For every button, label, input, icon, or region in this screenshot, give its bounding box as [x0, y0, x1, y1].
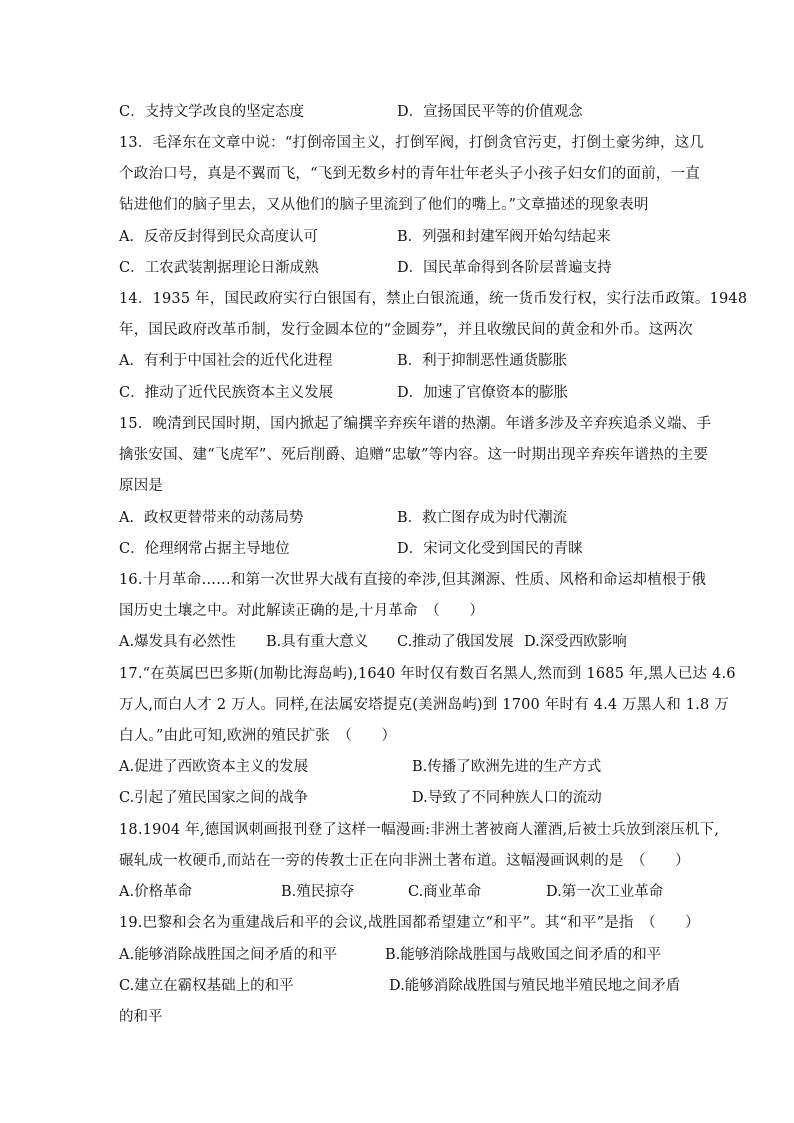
question-18-line-1: 18.1904 年,德国讽刺画报刊登了这样一幅漫画:非洲土著被商人灌酒,后被士兵放到滚压机下,	[119, 822, 720, 838]
option-19-a: A.能够消除战胜国之间矛盾的和平	[119, 947, 338, 963]
option-18-a: A.价格革命	[119, 884, 193, 900]
option-12-c: C．支持文学改良的坚定态度	[119, 104, 305, 120]
question-16-line-2: 国历史土壤之中。对此解读正确的是,十月革命 （ ）	[119, 603, 485, 619]
question-18-line-2: 碾轧成一枚硬币,而站在一旁的传教士正在向非洲土著布道。这幅漫画讽刺的是 （ ）	[119, 853, 690, 869]
question-15-line-3: 原因是	[119, 478, 164, 494]
option-15-d: D．宋词文化受到国民的青睐	[397, 541, 583, 557]
question-16-line-1: 16.十月革命……和第一次世界大战有直接的牵涉,但其渊源、性质、风格和命运却植根于俄	[119, 572, 707, 588]
option-16-a: A.爆发具有必然性	[119, 634, 236, 650]
option-14-c: C．推动了近代民族资本主义发展	[119, 385, 334, 401]
question-19-line-1: 19.巴黎和会名为重建战后和平的会议,战胜国都希望建立“和平”。其“和平”是指 （ ）	[119, 915, 700, 931]
option-12-d: D．宣扬国民平等的价值观念	[397, 104, 583, 120]
option-13-a: A．反帝反封得到民众高度认可	[119, 229, 318, 245]
option-19-c: C.建立在霸权基础上的和平	[119, 978, 294, 994]
option-19-b: B.能够消除战胜国与战败国之间矛盾的和平	[385, 947, 662, 963]
option-15-a: A．政权更替带来的动荡局势	[119, 510, 304, 526]
option-14-a: A．有利于中国社会的近代化进程	[119, 353, 333, 369]
question-17-line-2: 万人,而白人才 2 万人。同样,在法属安塔提克(美洲岛屿)到 1700 年时有 4.4 万黑人和 1.8 万	[119, 697, 729, 713]
option-19-d: D.能够消除战胜国与殖民地半殖民地之间矛盾	[389, 978, 681, 994]
option-13-c: C．工农武装割据理论日渐成熟	[119, 260, 319, 276]
option-18-d: D.第一次工业革命	[546, 884, 664, 900]
option-16-d: D.深受西欧影响	[524, 634, 627, 650]
question-14-line-1: 14．1935 年，国民政府实行白银国有，禁止白银流通，统一货币发行权，实行法币政策。1948	[119, 291, 748, 307]
question-13-line-1: 13．毛泽东在文章中说：“打倒帝国主义，打倒军阀，打倒贪官污吏，打倒土豪劣绅，这几	[119, 135, 705, 151]
option-15-b: B．救亡图存成为时代潮流	[397, 510, 568, 526]
option-18-c: C.商业革命	[408, 884, 482, 900]
option-14-b: B．利于抑制恶性通货膨胀	[397, 353, 568, 369]
option-15-c: C．伦理纲常占据主导地位	[119, 541, 290, 557]
question-17-line-1: 17.“在英属巴巴多斯(加勒比海岛屿),1640 年时仅有数百名黑人,然而到 1685 年,黑人已达 4.6	[119, 666, 736, 682]
option-16-b: B.具有重大意义	[266, 634, 369, 650]
option-17-b: B.传播了欧洲先进的生产方式	[412, 759, 602, 775]
option-14-d: D．加速了官僚资本的膨胀	[397, 385, 569, 401]
question-14-line-2: 年，国民政府改革币制，发行金圆本位的“金圆券”，并且收缴民间的黄金和外币。这两次	[119, 322, 693, 338]
question-15-line-1: 15．晚清到民国时期，国内掀起了编撰辛弃疾年谱的热潮。年谱多涉及辛弃疾追杀义端、手	[119, 416, 712, 432]
question-13-line-2: 个政治口号，真是不翼而飞，“飞到无数乡村的青年壮年老头子小孩子妇女们的面前，一直	[119, 166, 700, 182]
option-16-c: C.推动了俄国发展	[397, 634, 514, 650]
question-17-line-3: 白人。”由此可知,欧洲的殖民扩张 （ ）	[119, 728, 397, 744]
option-13-d: D．国民革命得到各阶层普遍支持	[397, 260, 612, 276]
option-19-d-continued: 的和平	[119, 1009, 163, 1025]
option-17-a: A.促进了西欧资本主义的发展	[119, 759, 309, 775]
question-13-line-3: 钻进他们的脑子里去，又从他们的脑子里流到了他们的嘴上。”文章描述的现象表明	[119, 197, 649, 213]
option-18-b: B.殖民掠夺	[281, 884, 355, 900]
option-17-d: D.导致了不同种族人口的流动	[412, 790, 602, 806]
question-15-line-2: 擒张安国、建“飞虎军”、死后削爵、追赠“忠敏”等内容。这一时期出现辛弃疾年谱热的主要	[119, 447, 709, 463]
option-13-b: B．列强和封建军阀开始勾结起来	[397, 229, 611, 245]
option-17-c: C.引起了殖民国家之间的战争	[119, 790, 309, 806]
